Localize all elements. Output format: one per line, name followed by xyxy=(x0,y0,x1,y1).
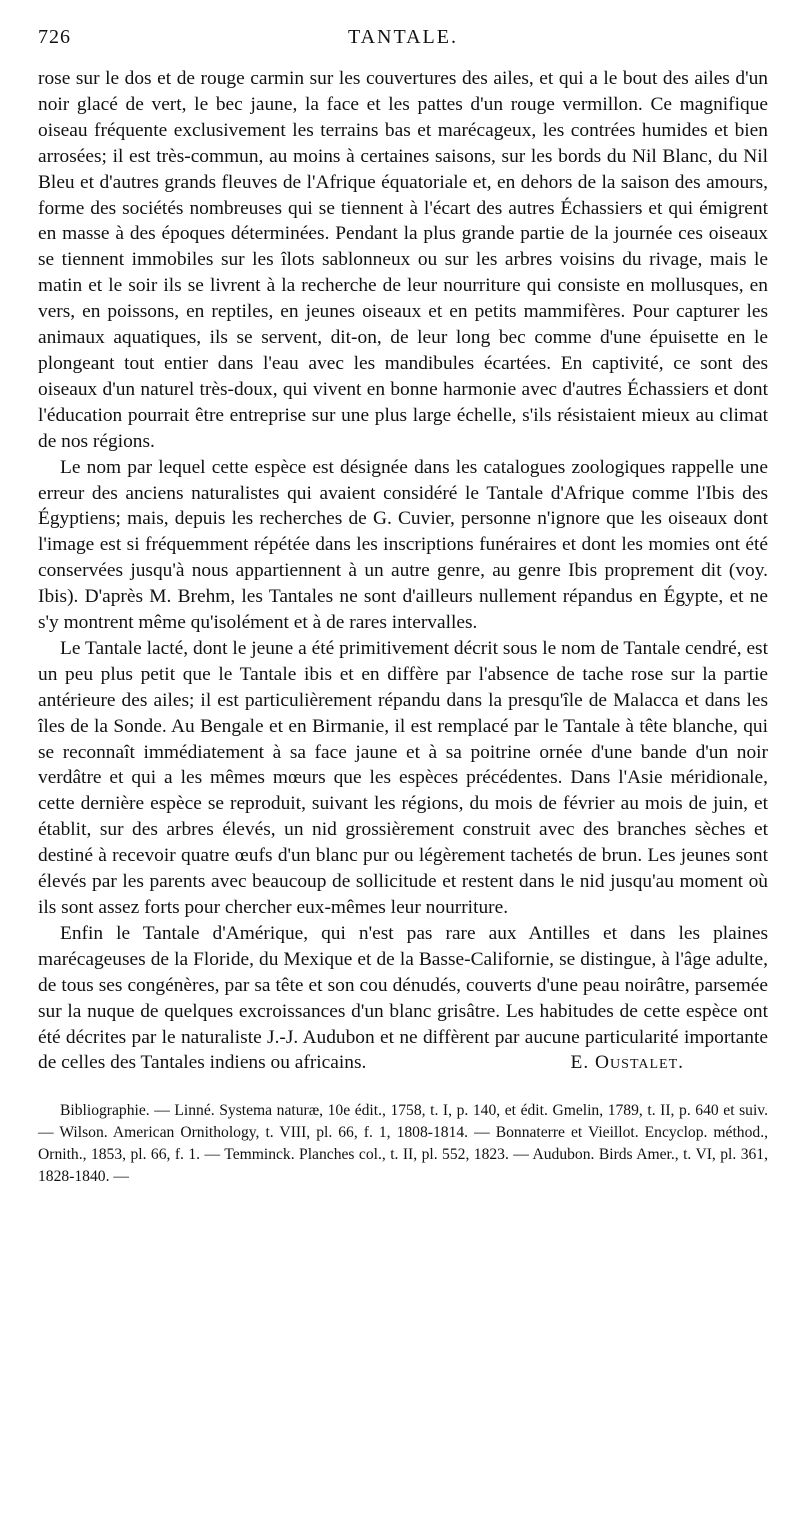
page xyxy=(38,26,768,1204)
paragraph-3: Le Tantale lacté, dont le jeune a été primitivement décrit sous le nom de Tantale cendré, est un peu plus petit que le Tantale ibis et en diffère par l'absence de tache rose sur la partie antérieure des ailes; il est particulièrement répandu dans la presqu'île de Malacca et dans les îles de la Sonde. Au Bengale et en Birmanie, il est remplacé par le Tantale à tête blanche, qui se reconnaît immédiatement à sa face jaune et à sa poitrine ornée d'une bande d'un noir verdâtre et qui a les mêmes mœurs que les espèces précédentes. Dans l'Asie méridionale, cette dernière espèce se reproduit, suivant les régions, du mois de février au mois de juin, et établit, sur des arbres élevés, un nid grossièrement construit avec des branches sèches et destiné à recevoir quatre œufs d'un blanc pur ou légèrement tachetés de brun. Les jeunes sont élevés par les parents avec beaucoup de sollicitude et restent dans le nid jusqu'au moment où ils sont assez forts pour chercher eux-mêmes leur nourriture. xyxy=(38,637,768,918)
bibliography: Bibliographie. — Linné. Systema naturæ, 10e édit., 1758, t. I, p. 140, et édit. Gmelin, 1789, t. II, p. 640 et suiv. — Wilson. American Ornithology, t. VIII, pl. 66, f. 1, 1808-1814. — Bonnaterre et Vieillot. Encyclop. méthod., Ornith., 1853, pl. 66, f. 1. — Temminck. Planches col., t. II, pl. 552, 1823. — Audubon. Birds Amer., t. VI, pl. 361, 1828-1840. — xyxy=(38,1102,768,1186)
running-title: TANTALE. xyxy=(348,26,458,48)
author-signature: E. Oustalet. xyxy=(570,1052,684,1074)
article-body xyxy=(38,66,768,1076)
paragraph-1: rose sur le dos et de rouge carmin sur les couvertures des ailes, et qui a le bout des ailes d'un noir glacé de vert, le bec jaune, la face et les pattes d'un rouge vermillon. Ce magnifique oiseau fréquente exclusivement les terrains bas et marécageux, les contrées humides et bien arrosées; il est très-commun, au moins à certaines saisons, sur les bords du Nil Blanc, du Nil Bleu et d'autres grands fleuves de l'Afrique équatoriale et, en dehors de la saison des amours, forme des sociétés nombreuses qui se tiennent à l'écart des autres Échassiers et qui émigrent en masse à des époques déterminées. Pendant la plus grande partie de la journée ces oiseaux se tiennent immobiles sur les îlots sablonneux ou sur les arbres voisins du rivage, mais le matin et le soir ils se livrent à la recherche de leur nourriture qui consiste en mollusques, en vers, en poissons, en reptiles, en jeunes oiseaux et en petits mammifères. Pour capturer les animaux aquatiques, ils se servent, dit-on, de leur long bec comme d'une épuisette en le plongeant tout entier dans l'eau avec les mandibules écartées. En captivité, ce sont des oiseaux d'un naturel très-doux, qui vivent en bonne harmonie avec d'autres Échassiers et dont l'éducation pourrait être entreprise sur une plus large échelle, s'ils résistaient mieux au climat de nos régions. xyxy=(38,68,768,452)
page-number: 726 xyxy=(38,26,71,48)
paragraph-4: Enfin le Tantale d'Amérique, qui n'est pas rare aux Antilles et dans les plaines marécageuses de la Floride, du Mexique et de la Basse-Californie, se distingue, à l'âge adulte, de tous ses congénères, par sa tête et son cou dénudés, couverts d'une peau noirâtre, parsemée sur la nuque de quelques excroissances d'un blanc grisâtre. Les habitudes de cette espèce ont été décrites par le naturaliste J.-J. Audubon et ne diffèrent par aucune particularité importante de celles des Tantales indiens ou africains. xyxy=(38,922,768,1074)
page-header xyxy=(38,26,768,56)
paragraph-2: Le nom par lequel cette espèce est désignée dans les catalogues zoologiques rappelle une erreur des anciens naturalistes qui avaient considéré le Tantale d'Afrique comme l'Ibis des Égyptiens; mais, depuis les recherches de G. Cuvier, personne n'ignore que les oiseaux dont l'image est si fréquemment répétée dans les inscriptions funéraires et dont les momies ont été conservées jusqu'à nous appartiennent à un autre genre, au genre Ibis proprement dit (voy. Ibis). D'après M. Brehm, les Tantales ne sont d'ailleurs nullement répandus en Égypte, et ne s'y montrent même qu'isolément et à de rares intervalles. xyxy=(38,456,768,634)
